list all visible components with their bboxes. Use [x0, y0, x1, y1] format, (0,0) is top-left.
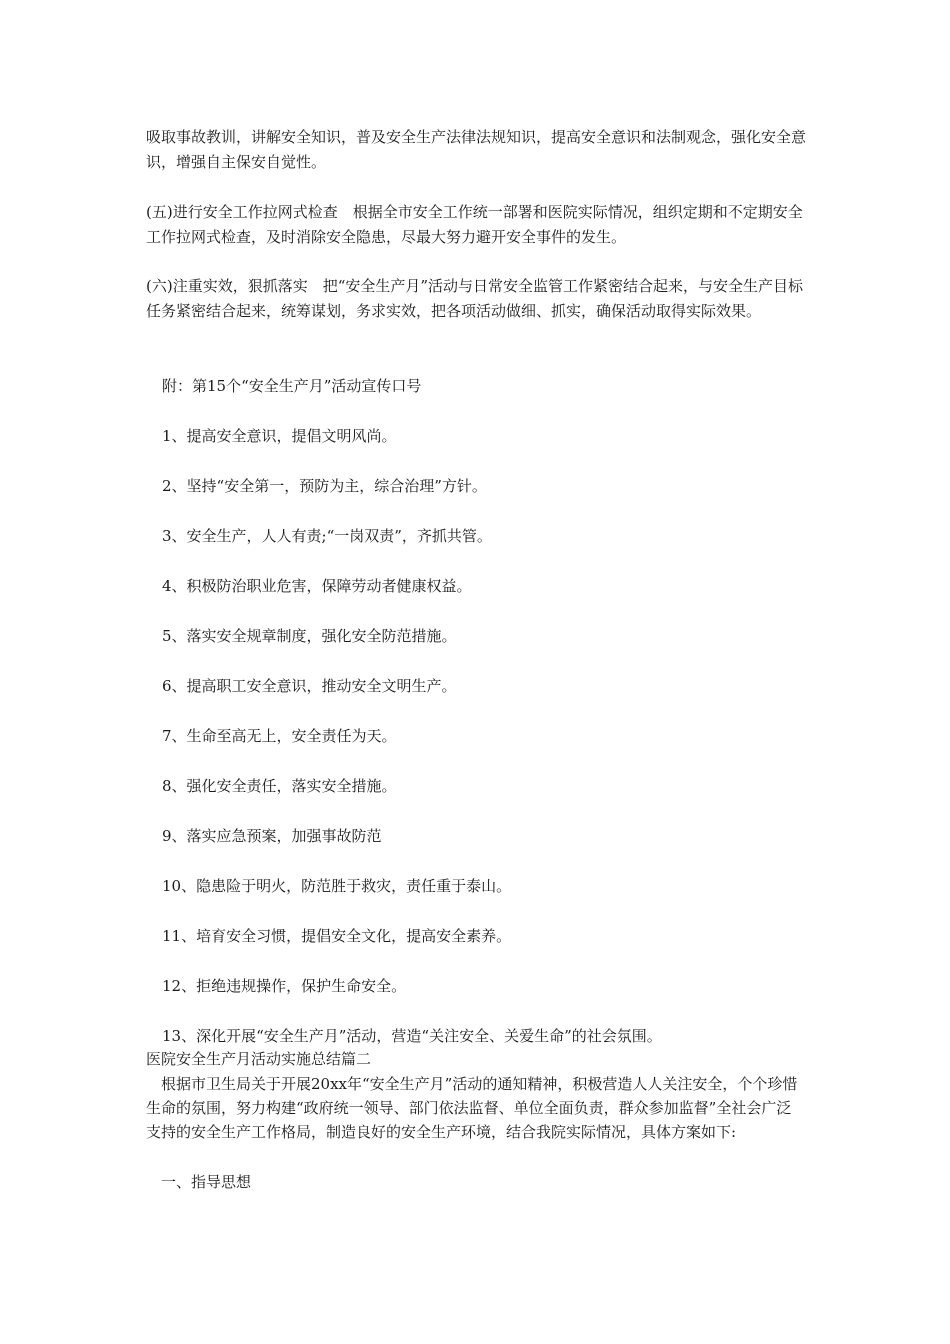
slogan-item: 12、拒绝违规操作，保护生命安全。 [162, 977, 407, 995]
slogan-item: 4、积极防治职业危害，保障劳动者健康权益。 [162, 577, 472, 595]
slogan-item: 10、隐患险于明火，防范胜于救灾，责任重于泰山。 [162, 877, 512, 895]
slogan-item: 7、生命至高无上，安全责任为天。 [162, 727, 397, 745]
heading-guiding-thought: 一、指导思想 [146, 1173, 252, 1191]
slogan-item: 9、落实应急预案，加强事故防范 [162, 827, 382, 845]
slogan-item: 11、培育安全习惯，提倡安全文化，提高安全素养。 [162, 927, 512, 945]
slogan-item: 5、落实安全规章制度，强化安全防范措施。 [162, 627, 457, 645]
paragraph-safety-education: 吸取事故教训，讲解安全知识，普及安全生产法律法规知识，提高安全意识和法制观念，强化安全意识，增强自主保安自觉性。 [146, 128, 807, 171]
section-title: 医院安全生产月活动实施总结篇二 [146, 1050, 372, 1068]
slogan-item: 3、安全生产，人人有责;“一岗双责”，齐抓共管。 [162, 527, 492, 545]
slogan-item: 1、提高安全意识，提倡文明风尚。 [162, 427, 397, 445]
paragraph-effectiveness: (六)注重实效，狠抓落实 把“安全生产月”活动与日常安全监管工作紧密结合起来，与安全生产目标任务紧密结合起来，统筹谋划，务求实效，把各项活动做细、抓实，确保活动取得实际效果。 [146, 277, 804, 320]
slogan-item: 13、深化开展“安全生产月”活动，营造“关注安全、关爱生命”的社会氛围。 [162, 1027, 662, 1045]
appendix-title: 附：第15个“安全生产月”活动宣传口号 [162, 377, 422, 395]
paragraph-inspection: (五)进行安全工作拉网式检查 根据全市安全工作统一部署和医院实际情况，组织定期和不定期安全工作拉网式检查，及时消除安全隐患，尽最大努力避开安全事件的发生。 [146, 203, 803, 246]
paragraph-intro: 根据市卫生局关于开展20xx年“安全生产月”活动的通知精神，积极营造人人关注安全，个个珍惜生命的氛围，努力构建“政府统一领导、部门依法监督、单位全面负责，群众参加监督”全社会广泛支持的安全生产工作格局，制造良好的安全生产环境，结合我院实际情况，具体方案如下: [146, 1075, 798, 1141]
slogan-item: 6、提高职工安全意识，推动安全文明生产。 [162, 677, 457, 695]
slogan-item: 8、强化安全责任，落实安全措施。 [162, 777, 397, 795]
slogan-item: 2、坚持“安全第一，预防为主，综合治理”方针。 [162, 477, 487, 495]
